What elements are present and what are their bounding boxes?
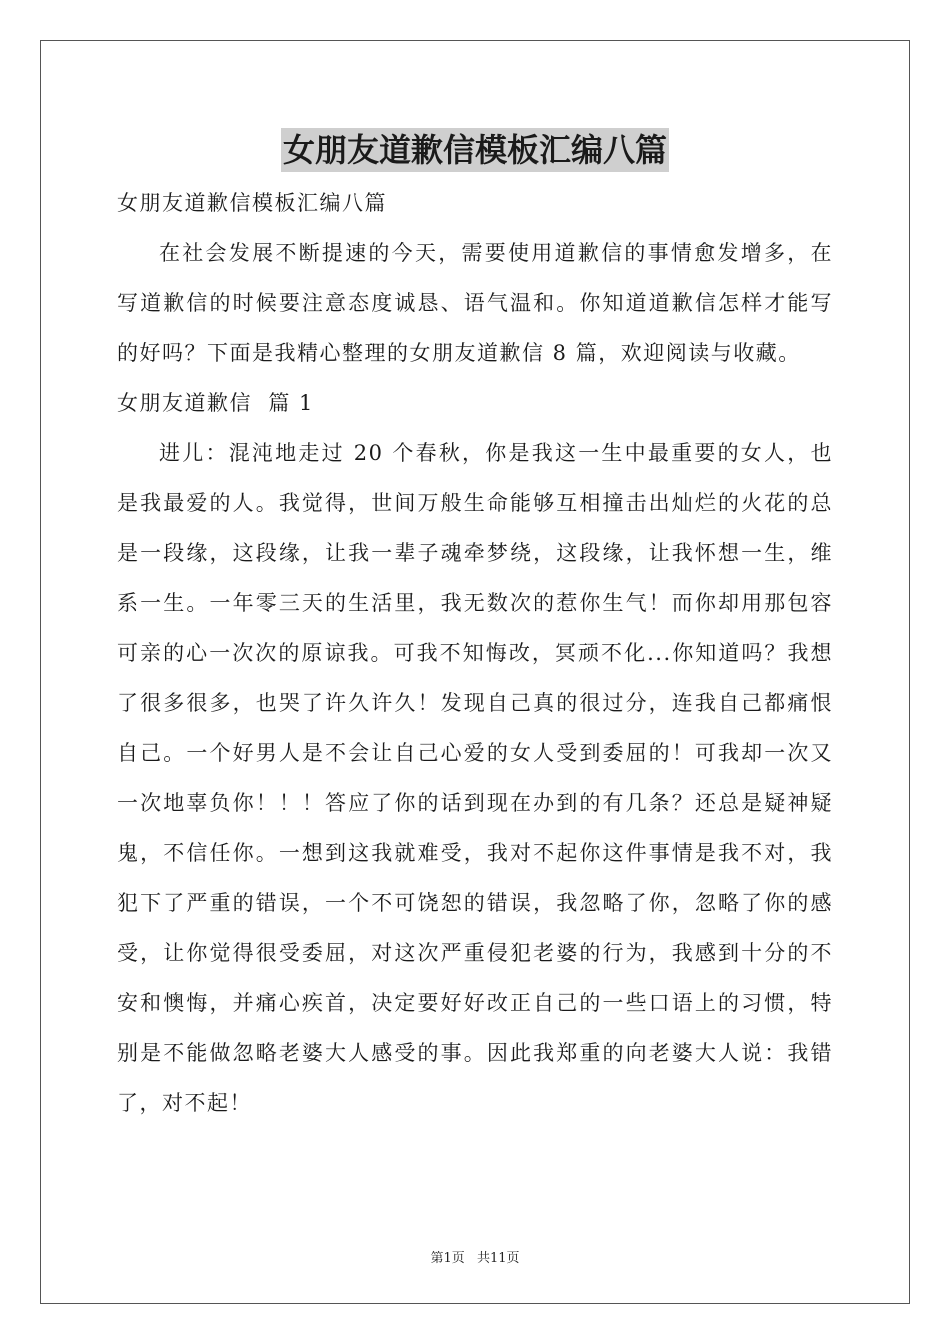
section-heading: 女朋友道歉信 篇 1 [117,391,314,415]
document-subtitle: 女朋友道歉信模板汇编八篇 [117,191,387,215]
page-footer [0,1247,950,1266]
page-total: 共11页 [476,1251,520,1266]
document-body [117,178,833,1128]
page-number: 第1页 [430,1251,465,1266]
letter-paragraph: 进儿：混沌地走过 20 个春秋，你是我这一生中最重要的女人，也是我最爱的人。我觉得，世间万般生命能够互相撞击出灿烂的火花的总是一段缘，这段缘，让我一辈子魂牵梦绕，这段缘，让我怀想一生，维系一生。一年零三天的生活里，我无数次的惹你生气！而你却用那包容可亲的心一次次的原谅我。可我不知悔改，冥顽不化...你知道吗？我想了很多很多，也哭了许久许久！发现自己真的很过分，连我自己都痛恨自己。一个好男人是不会让自己心爱的女人受到委屈的！可我却一次又一次地辜负你！！！答应了你的话到现在办到的有几条？还总是疑神疑鬼，不信任你。一想到这我就难受，我对不起你这件事情是我不对，我犯下了严重的错误，一个不可饶恕的错误，我忽略了你，忽略了你的感受，让你觉得很受委屈，对这次严重侵犯老婆的行为，我感到十分的不安和懊悔，并痛心疾首，决定要好好改正自己的一些口语上的习惯，特别是不能做忽略老婆大人感受的事。因此我郑重的向老婆大人说：我错了，对不起！ [117,441,833,1115]
intro-paragraph: 在社会发展不断提速的今天，需要使用道歉信的事情愈发增多，在写道歉信的时候要注意态度诚恳、语气温和。你知道道歉信怎样才能写的好吗？下面是我精心整理的女朋友道歉信 8 篇，欢迎阅读与收藏。 [117,241,833,365]
document-title: 女朋友道歉信模板汇编八篇 [281,128,669,172]
title-container [0,128,950,172]
